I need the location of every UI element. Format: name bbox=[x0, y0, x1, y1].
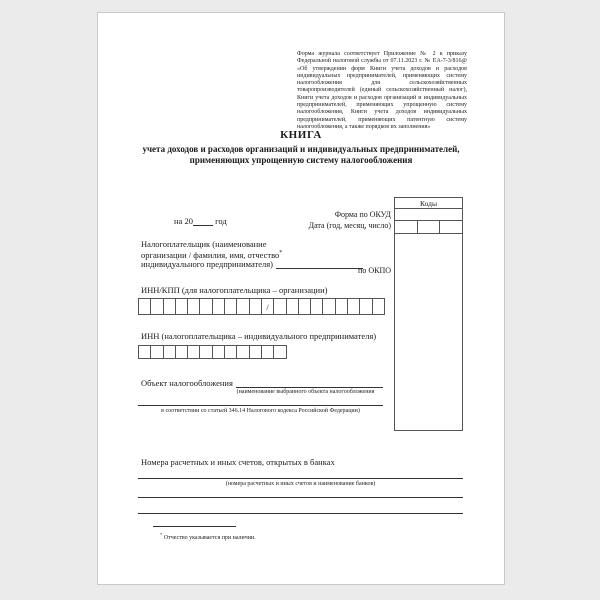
kpp-cells bbox=[273, 298, 385, 315]
grid-cell bbox=[138, 345, 151, 359]
year-suffix: год bbox=[215, 216, 227, 226]
grid-cell bbox=[199, 298, 212, 315]
form-approval-note: Форма журнала соответствует Приложение № 2 к приказу Федеральной налоговой службы от 07.11.2023 г. № ЕА-7-3/816@ «Об утверждении форм Книги учета доходов и расходов индивидуальных предпринимателей, применяющих систему налогообложения для сельскохозяйственных товаропроизводителей (единый сельскохозяйственный налог), Книги учета доходов и расходов организаций и индивидуальных предпринимателей, применяющих упрощенную систему налогообложения, Книги учета доходов индивидуальных предпринимателей, применяющих патентную систему налогообложения, а также порядков их заполнения» bbox=[297, 51, 467, 130]
document-title: КНИГА bbox=[280, 129, 322, 141]
document-page bbox=[97, 12, 505, 585]
taxpayer-label-block bbox=[141, 240, 363, 269]
inn-ip-cells bbox=[138, 345, 287, 359]
tax-object-value-line bbox=[236, 379, 383, 388]
grid-cell bbox=[163, 345, 176, 359]
footnote-separator bbox=[153, 523, 236, 527]
grid-cell bbox=[286, 298, 299, 315]
grid-cell bbox=[439, 220, 463, 234]
grid-cell bbox=[417, 220, 441, 234]
grid-cell bbox=[273, 298, 286, 315]
year-field bbox=[174, 216, 227, 226]
bank-accounts-line-1 bbox=[138, 473, 463, 479]
date-label: Дата (год, месяц, число) bbox=[308, 221, 391, 230]
grid-cell bbox=[347, 298, 360, 315]
grid-cell bbox=[394, 220, 418, 234]
grid-cell bbox=[335, 298, 348, 315]
grid-cell bbox=[224, 298, 237, 315]
tax-object-label: Объект налогообложения bbox=[141, 378, 233, 388]
grid-cell bbox=[372, 298, 385, 315]
document-subtitle-line1: учета доходов и расходов организаций и индивидуальных предпринимателей, bbox=[142, 144, 460, 154]
grid-cell bbox=[298, 298, 311, 315]
grid-cell bbox=[199, 345, 212, 359]
inn-ip-label: ИНН (налогоплательщика – индивидуального предпринимателя) bbox=[141, 331, 377, 341]
grid-cell bbox=[187, 345, 200, 359]
grid-cell bbox=[249, 298, 262, 315]
grid-cell bbox=[322, 298, 335, 315]
grid-cell bbox=[236, 345, 249, 359]
document-subtitle-line2: применяющих упрощенную систему налогообложения bbox=[189, 155, 413, 165]
grid-cell bbox=[150, 345, 163, 359]
okud-form-label: Форма по ОКУД bbox=[334, 210, 391, 219]
bank-accounts-line-2 bbox=[138, 492, 463, 498]
grid-cell bbox=[224, 345, 237, 359]
grid-cell bbox=[273, 345, 286, 359]
bank-accounts-line-3 bbox=[138, 508, 463, 514]
tax-object-second-line bbox=[138, 399, 383, 406]
bank-accounts-caption: (номера расчетных и иных счетов и наименование банков) bbox=[225, 481, 376, 487]
inn-kpp-separator-cell: / bbox=[261, 298, 274, 315]
codes-box-header: Коды bbox=[394, 197, 463, 209]
tax-object-caption-line2: в соответствии со статьей 346.14 Налогового кодекса Российской Федерации) bbox=[161, 408, 360, 414]
taxpayer-label-line3: индивидуального предпринимателя) bbox=[141, 260, 363, 269]
codes-empty-box bbox=[394, 233, 463, 431]
date-cells-row bbox=[394, 220, 463, 234]
inn-ip-cell-grid bbox=[138, 345, 287, 359]
grid-cell bbox=[261, 345, 274, 359]
tax-object-caption-line1: (наименование выбранного объекта налогообложения bbox=[236, 389, 375, 395]
footnote-marker: * bbox=[160, 532, 163, 537]
okpo-label: по ОКПО bbox=[358, 266, 391, 275]
taxpayer-label-line1: Налогоплательщик (наименование bbox=[141, 239, 267, 249]
grid-cell bbox=[212, 298, 225, 315]
year-prefix: на 20 bbox=[174, 216, 193, 226]
taxpayer-label-line2: организации / фамилия, имя, отчество* bbox=[141, 249, 283, 260]
grid-cell bbox=[138, 298, 151, 315]
grid-cell bbox=[150, 298, 163, 315]
grid-cell bbox=[175, 298, 188, 315]
footnote-marker-ref: * bbox=[279, 250, 283, 256]
grid-cell bbox=[310, 298, 323, 315]
year-blank-line bbox=[193, 217, 213, 226]
bank-accounts-label: Номера расчетных и иных счетов, открытых в банках bbox=[141, 457, 335, 467]
grid-cell bbox=[236, 298, 249, 315]
grid-cell bbox=[187, 298, 200, 315]
inn-org-cells bbox=[138, 298, 262, 315]
grid-cell bbox=[175, 345, 188, 359]
inn-kpp-label: ИНН/КПП (для налогоплательщика – организации) bbox=[141, 285, 328, 295]
tax-object-field bbox=[141, 378, 383, 388]
grid-cell bbox=[163, 298, 176, 315]
footnote-text: * Отчество указывается при наличии. bbox=[160, 532, 256, 541]
grid-cell bbox=[359, 298, 372, 315]
grid-cell bbox=[249, 345, 262, 359]
inn-kpp-cell-grid bbox=[138, 298, 385, 315]
grid-cell bbox=[212, 345, 225, 359]
